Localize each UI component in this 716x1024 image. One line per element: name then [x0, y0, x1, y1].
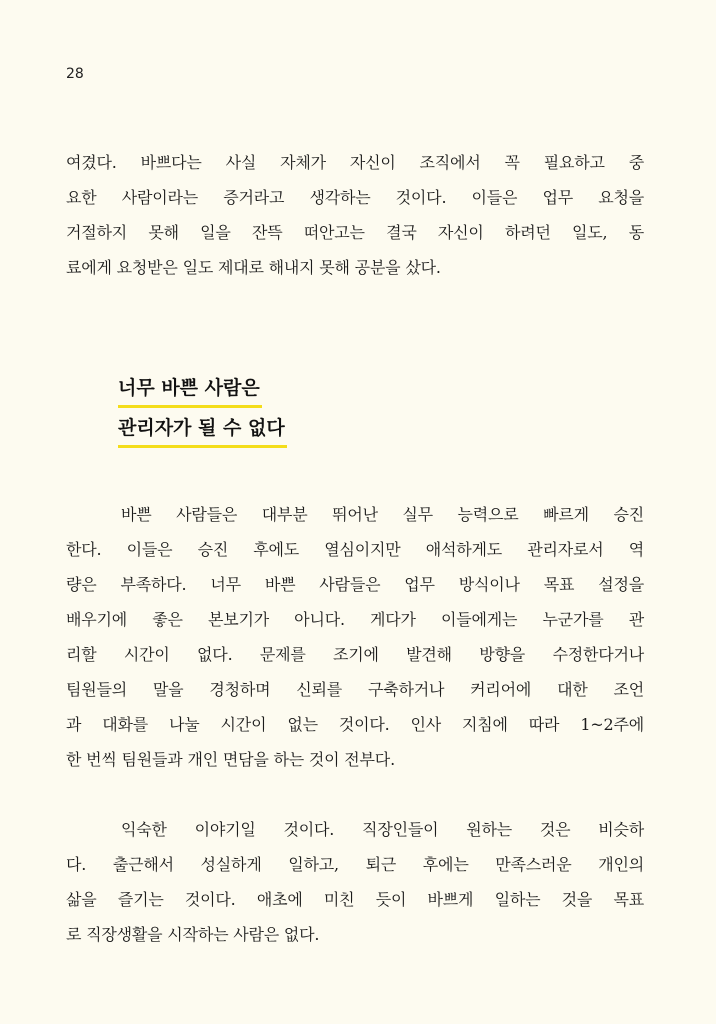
- text-line: 한다. 이들은 승진 후에도 열심이지만 애석하게도 관리자로서 역: [66, 540, 644, 559]
- text-line: 리할 시간이 없다. 문제를 조기에 발견해 방향을 수정한다거나: [66, 645, 644, 664]
- text-line: 여겼다. 바쁘다는 사실 자체가 자신이 조직에서 꼭 필요하고 중: [66, 153, 644, 172]
- body-paragraph-2: [66, 812, 644, 952]
- text-line: 익숙한 이야기일 것이다. 직장인들이 원하는 것은 비슷하: [121, 820, 644, 839]
- text-line: 한 번씩 팀원들과 개인 면담을 하는 것이 전부다.: [66, 750, 395, 769]
- text-line: 과 대화를 나눌 시간이 없는 것이다. 인사 지침에 따라 1~2주에: [66, 715, 644, 734]
- text-line: 다. 출근해서 성실하게 일하고, 퇴근 후에는 만족스러운 개인의: [66, 855, 644, 874]
- body-paragraph-1: [66, 497, 644, 777]
- text-line: 료에게 요청받은 일도 제대로 해내지 못해 공분을 샀다.: [66, 258, 441, 277]
- text-line: 삶을 즐기는 것이다. 애초에 미친 듯이 바쁘게 일하는 것을 목표: [66, 890, 644, 909]
- section-heading-line: 관리자가 될 수 없다: [118, 416, 287, 448]
- text-line: 배우기에 좋은 본보기가 아니다. 게다가 이들에게는 누군가를 관: [66, 610, 644, 629]
- text-line: 바쁜 사람들은 대부분 뛰어난 실무 능력으로 빠르게 승진: [121, 505, 644, 524]
- text-line: 량은 부족하다. 너무 바쁜 사람들은 업무 방식이나 목표 설정을: [66, 575, 644, 594]
- text-line: 로 직장생활을 시작하는 사람은 없다.: [66, 925, 320, 944]
- text-line: 요한 사람이라는 증거라고 생각하는 것이다. 이들은 업무 요청을: [66, 188, 644, 207]
- page-number: 28: [66, 66, 84, 82]
- text-line: 거절하지 못해 일을 잔뜩 떠안고는 결국 자신이 하려던 일도, 동: [66, 223, 644, 242]
- section-heading-line: 너무 바쁜 사람은: [118, 376, 262, 408]
- intro-paragraph: [66, 145, 644, 285]
- text-line: 팀원들의 말을 경청하며 신뢰를 구축하거나 커리어에 대한 조언: [66, 680, 644, 699]
- section-heading: [118, 376, 287, 456]
